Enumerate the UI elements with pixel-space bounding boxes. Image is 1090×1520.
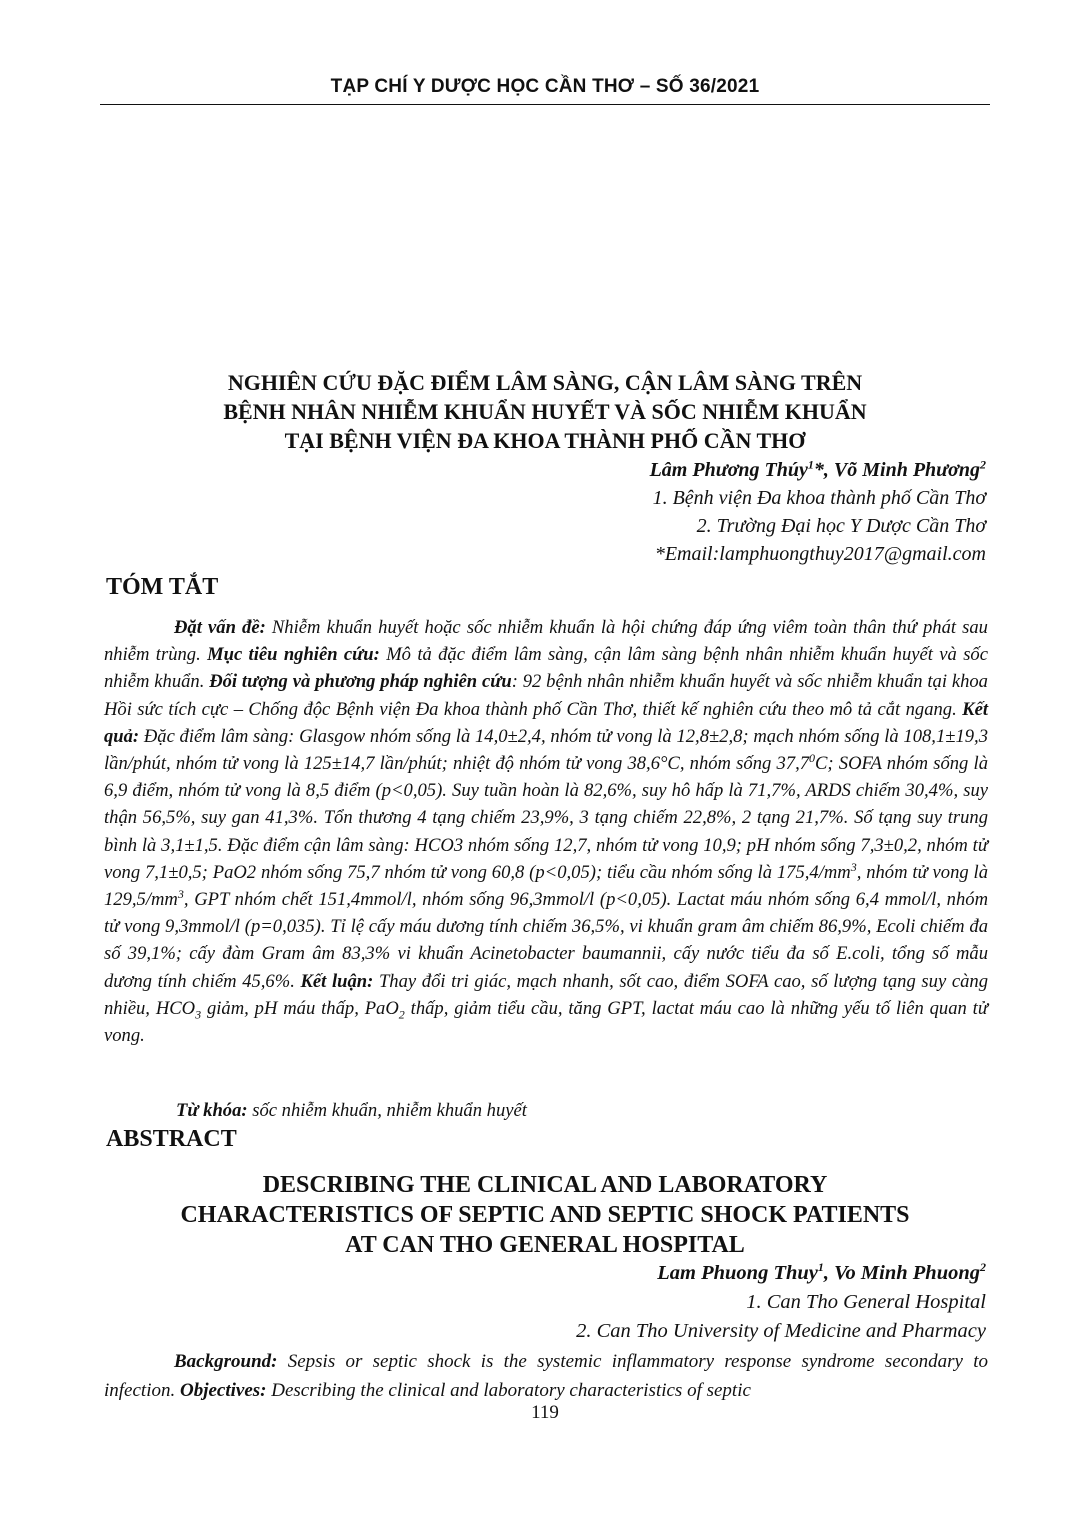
author-name: *, Võ Minh Phương	[813, 459, 980, 481]
abstract-heading: ABSTRACT	[106, 1126, 237, 1152]
summary-label: Kết quả:	[104, 698, 988, 747]
summary-paragraph	[104, 614, 988, 1049]
keywords-text: sốc nhiễm khuẩn, nhiễm khuẩn huyết	[247, 1100, 527, 1121]
title-line: CHARACTERISTICS OF SEPTIC AND SEPTIC SHOCK PATIENTS	[180, 1202, 910, 1228]
affiliation-line: 2. Trường Đại học Y Dược Cần Thơ	[696, 515, 986, 537]
summary-text: thấp, giảm tiểu cầu, tăng GPT, lactat máu cao là những yếu tố liên quan tử vong.	[104, 997, 988, 1047]
summary-text: , GPT nhóm chết 151,4mmol/l, nhóm sống 96,3mmol/l (p<0,05). Lactat máu nhóm sống 6,4 mmol/l, nhóm tử vong 9,3mmol/l (p=0,035). Tỉ lệ cấy máu dương tính chiếm 36,5%, vi khuẩn gram âm chiếm 86,9%, Ecoli chiếm đa số 39,1%; cấy đàm Gram âm 83,3% vi khuẩn Acinetobacter baumannii, cấy nước tiểu đa số E.coli, tổng số mẫu dương tính chiếm 45,6%.	[104, 889, 988, 992]
affiliation-mark: 1	[817, 1260, 824, 1275]
title-line: TẠI BỆNH VIỆN ĐA KHOA THÀNH PHỐ CẦN THƠ	[284, 428, 806, 453]
summary-heading: TÓM TẮT	[106, 574, 219, 600]
english-authors-block	[386, 1259, 986, 1346]
author-line	[386, 456, 986, 484]
summary-label: Đối tượng và phương pháp nghiên cứu	[209, 671, 512, 693]
summary-label: Mục tiêu nghiên cứu:	[207, 644, 380, 666]
superscript: 3	[177, 886, 184, 901]
title-line: AT CAN THO GENERAL HOSPITAL	[345, 1232, 745, 1258]
abstract-label: Objectives:	[179, 1380, 267, 1401]
english-title	[100, 1170, 990, 1260]
subscript: 2	[398, 1007, 405, 1022]
summary-label: Đặt vấn đề:	[174, 617, 266, 638]
summary-text: : 92 bệnh nhân nhiễm khuẩn huyết và sốc nhiễm khuẩn tại khoa Hồi sức tích cực – Chống độc Bệnh viện Đa khoa thành phố Cần Thơ, thiết kế nghiên cứu theo mô tả cắt ngang.	[104, 671, 988, 720]
title-line: DESCRIBING THE CLINICAL AND LABORATORY	[262, 1172, 828, 1198]
summary-text: Mô tả đặc điểm lâm sàng, cận lâm sàng bệnh nhân nhiễm khuẩn huyết và sốc nhiễm khuẩn.	[104, 644, 988, 693]
superscript: 0	[809, 750, 816, 765]
email-line: *Email:lamphuongthuy2017@gmail.com	[654, 543, 986, 565]
affiliation-mark: 1	[807, 457, 814, 472]
author-name: Lam Phuong Thuy	[657, 1262, 818, 1284]
author-line	[386, 1259, 986, 1288]
summary-text: giảm, pH máu thấp, PaO	[201, 997, 399, 1019]
subscript: 3	[195, 1007, 202, 1022]
author-name: , Vo Minh Phuong	[823, 1262, 980, 1284]
title-line: BỆNH NHÂN NHIỄM KHUẨN HUYẾT VÀ SỐC NHIỄM KHUẨN	[223, 399, 867, 424]
abstract-text: Describing the clinical and laboratory characteristics of septic	[266, 1380, 751, 1401]
title-line: NGHIÊN CỨU ĐẶC ĐIỂM LÂM SÀNG, CẬN LÂM SÀNG TRÊN	[227, 370, 863, 395]
running-head: TẠP CHÍ Y DƯỢC HỌC CẦN THƠ – SỐ 36/2021	[330, 76, 760, 97]
superscript: 3	[850, 859, 857, 874]
vietnamese-summary	[104, 614, 988, 1049]
vietnamese-authors-block	[386, 456, 986, 568]
summary-text: Thay đổi tri giác, mạch nhanh, sốt cao, điểm SOFA cao, số lượng tạng suy càng nhiều, HCO	[104, 970, 988, 1019]
affiliation-mark: 2	[980, 1260, 986, 1275]
author-name: Lâm Phương Thúy	[649, 459, 808, 481]
affiliation-mark: 2	[980, 457, 986, 472]
affiliation-line: 1. Can Tho General Hospital	[746, 1291, 986, 1313]
page-number: 119	[531, 1402, 559, 1423]
affiliation-line: 2. Can Tho University of Medicine and Pharmacy	[576, 1320, 986, 1342]
abstract-paragraph	[104, 1347, 988, 1405]
summary-text: Đặc điểm lâm sàng: Glasgow nhóm sống là 14,0±2,4, nhóm tử vong là 12,8±2,8; mạch nhóm sống là 108,1±19,3 lần/phút, nhóm tử vong là 125±14,7 lần/phút; nhiệt độ nhóm tử vong 38,6°C, nhóm sống 37,7	[104, 725, 988, 775]
abstract-text: Sepsis or septic shock is the systemic inflammatory response syndrome secondary to infection.	[104, 1351, 988, 1401]
summary-label: Kết luận:	[300, 970, 374, 992]
summary-text: , nhóm tử vong là 129,5/mm	[104, 861, 988, 911]
english-abstract	[104, 1347, 988, 1405]
summary-text: C; SOFA nhóm sống là 6,9 điểm, nhóm tử vong là 8,5 điểm (p<0,05). Suy tuần hoàn là 82,6%, suy hô hấp là 71,7%, ARDS chiếm 30,4%, suy thận 56,5%, suy gan 41,3%. Tổn thương 4 tạng chiếm 23,9%, 3 tạng chiếm 22,8%, 2 tạng 21,7%. Số tạng suy trung bình là 3,1±1,5. Đặc điểm cận lâm sàng: HCO3 nhóm sống 12,7, nhóm tử vong 10,9; pH nhóm sống 7,3±0,2, nhóm tử vong 7,1±0,5; PaO2 nhóm sống 75,7 nhóm tử vong 60,8 (p<0,05); tiểu cầu nhóm sống là 175,4/mm	[104, 753, 988, 883]
summary-text: Nhiễm khuẩn huyết hoặc sốc nhiễm khuẩn là hội chứng đáp ứng viêm toàn thân thứ phát sau nhiễm trùng.	[104, 617, 988, 666]
abstract-label: Background:	[174, 1351, 278, 1372]
keywords-line	[176, 1100, 527, 1122]
keywords-label: Từ khóa:	[176, 1100, 248, 1121]
header-rule	[100, 104, 990, 105]
vietnamese-title	[100, 368, 990, 455]
affiliation-line: 1. Bệnh viện Đa khoa thành phố Cần Thơ	[652, 487, 986, 509]
